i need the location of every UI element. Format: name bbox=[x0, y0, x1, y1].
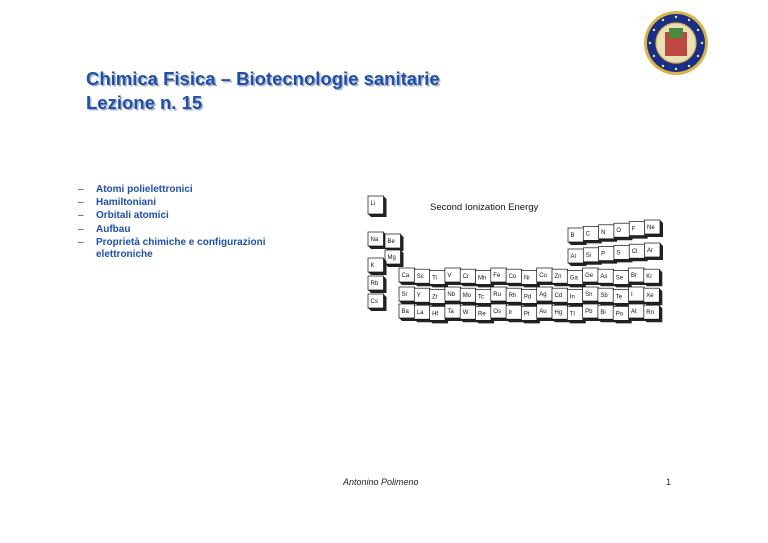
element-symbol: Pt bbox=[523, 311, 530, 318]
figure-title: Second Ionization Energy bbox=[430, 202, 539, 213]
bullet-text: Proprietà chimiche e configurazioni elettroniche bbox=[96, 236, 266, 261]
element-cell bbox=[645, 243, 664, 260]
element-symbol: S bbox=[616, 250, 621, 257]
element-symbol: Zr bbox=[432, 294, 438, 301]
element-symbol: Ca bbox=[401, 273, 410, 279]
element-symbol: Hf bbox=[432, 311, 439, 318]
element-symbol: Na bbox=[370, 237, 379, 243]
element-symbol: Y bbox=[416, 293, 421, 300]
element-symbol: La bbox=[416, 310, 424, 317]
element-symbol: Fe bbox=[493, 273, 501, 279]
element-cell bbox=[385, 250, 404, 267]
element-symbol: Sr bbox=[401, 292, 408, 298]
element-symbol: Au bbox=[539, 309, 547, 315]
element-symbol: As bbox=[600, 274, 608, 281]
element-symbol: Rb bbox=[370, 281, 379, 287]
element-cell bbox=[385, 234, 404, 251]
element-symbol: Po bbox=[615, 311, 624, 318]
element-symbol: Cr bbox=[462, 274, 470, 281]
element-symbol: Re bbox=[478, 311, 486, 318]
element-symbol: Tl bbox=[569, 311, 575, 318]
list-item: – Aufbau bbox=[78, 223, 131, 235]
element-symbol: W bbox=[462, 310, 469, 317]
element-symbol: Ir bbox=[508, 310, 513, 317]
element-symbol: Mg bbox=[387, 255, 396, 261]
element-symbol: At bbox=[631, 309, 637, 315]
element-symbol: Xe bbox=[646, 293, 654, 300]
element-symbol: C bbox=[585, 231, 591, 238]
element-symbol: Nb bbox=[447, 292, 456, 298]
element-symbol: Ag bbox=[539, 292, 547, 298]
element-symbol: Kr bbox=[646, 274, 653, 281]
element-cell bbox=[644, 288, 663, 305]
element-symbol: P bbox=[601, 251, 606, 258]
element-symbol: Cu bbox=[539, 273, 547, 279]
footer-author: Antonino Polimeno bbox=[343, 477, 419, 487]
element-symbol: Cd bbox=[554, 293, 563, 300]
element-cell bbox=[368, 294, 387, 311]
element-symbol: Rh bbox=[508, 293, 517, 300]
element-symbol: Si bbox=[585, 252, 592, 259]
list-item: – Orbitali atomici bbox=[78, 210, 169, 222]
element-symbol: Se bbox=[615, 275, 624, 282]
element-symbol: Ar bbox=[647, 248, 653, 254]
element-symbol: Tc bbox=[478, 294, 484, 301]
element-symbol: Ti bbox=[432, 275, 437, 282]
element-cell bbox=[645, 220, 664, 237]
element-symbol: Sn bbox=[585, 292, 593, 298]
element-symbol: Pd bbox=[523, 294, 532, 301]
element-cell bbox=[368, 232, 387, 249]
title-line-1: Chimica Fisica – Biotecnologie sanitarie bbox=[86, 68, 440, 89]
bullet-text: Atomi polielettronici bbox=[96, 184, 193, 195]
element-symbol: K bbox=[370, 263, 375, 269]
bullet-list bbox=[78, 184, 308, 262]
element-symbol: Be bbox=[387, 239, 395, 245]
element-symbol: Ne bbox=[647, 225, 655, 231]
bullet-text: Orbitali atomici bbox=[96, 210, 169, 222]
element-symbol: Sb bbox=[600, 293, 608, 300]
element-symbol: Pb bbox=[585, 309, 593, 315]
element-symbol: Co bbox=[508, 274, 517, 281]
element-cell bbox=[644, 269, 663, 286]
element-symbol: Os bbox=[493, 309, 501, 315]
element-symbol: V bbox=[447, 273, 452, 279]
element-cell bbox=[368, 258, 387, 275]
element-symbol: Sc bbox=[416, 274, 424, 281]
university-seal-icon bbox=[643, 10, 709, 76]
element-symbol: Ta bbox=[447, 309, 454, 315]
element-symbol: N bbox=[601, 229, 606, 236]
element-symbol: Ge bbox=[585, 273, 594, 279]
element-symbol: Al bbox=[570, 254, 576, 260]
bullet-text: Hamiltoniani bbox=[96, 197, 157, 209]
list-item: – Atomi polielettronici bbox=[78, 184, 193, 195]
element-symbol: F bbox=[631, 226, 636, 233]
element-symbol: Ru bbox=[493, 292, 501, 298]
title-line-2: Lezione n. 15 bbox=[86, 92, 203, 113]
element-symbol: Bi bbox=[600, 310, 606, 317]
element-symbol: Cl bbox=[631, 249, 638, 256]
element-symbol: Mo bbox=[462, 293, 472, 300]
element-cell bbox=[368, 276, 387, 293]
list-item: – Hamiltoniani bbox=[78, 197, 157, 209]
element-cell bbox=[644, 305, 663, 322]
element-symbol: In bbox=[569, 294, 575, 301]
element-symbol: Zn bbox=[554, 274, 562, 281]
ionization-energy-figure bbox=[366, 188, 670, 336]
element-symbol: Ga bbox=[569, 275, 578, 282]
element-symbol: Li bbox=[370, 201, 376, 207]
bullet-text: Aufbau bbox=[96, 223, 131, 235]
slide-title bbox=[86, 67, 606, 115]
element-symbol: Te bbox=[615, 294, 623, 301]
element-symbol: Hg bbox=[554, 310, 563, 317]
element-symbol: Ni bbox=[523, 275, 530, 282]
element-symbol: I bbox=[631, 292, 633, 298]
element-symbol: Ba bbox=[401, 309, 409, 315]
list-item: – Proprietà chimiche e configurazioni elettroniche bbox=[78, 236, 266, 261]
element-symbol: Mn bbox=[478, 275, 487, 282]
element-cell bbox=[368, 196, 387, 217]
page-number: 1 bbox=[666, 477, 672, 487]
element-symbol: B bbox=[570, 233, 575, 239]
element-symbol: Rn bbox=[646, 310, 654, 317]
element-symbol: O bbox=[616, 228, 622, 235]
element-symbol: Cs bbox=[370, 299, 378, 305]
element-symbol: Br bbox=[631, 273, 637, 279]
